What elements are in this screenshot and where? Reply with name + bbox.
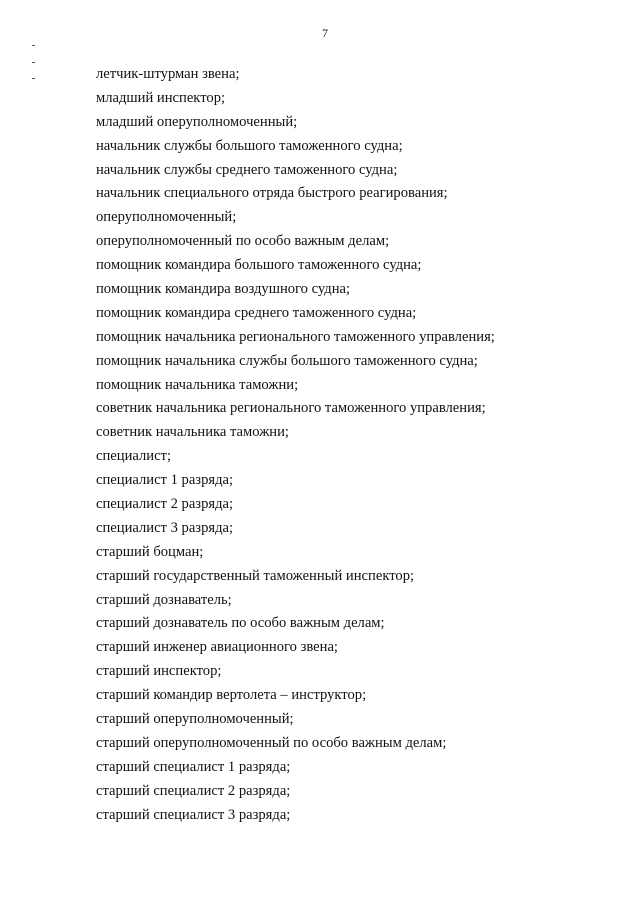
list-item: оперуполномоченный;	[96, 209, 237, 226]
list-item: старший специалист 2 разряда;	[96, 782, 291, 799]
list-item: старший государственный таможенный инспектор;	[96, 567, 415, 584]
list-item: старший боцман;	[96, 543, 204, 560]
list-item: старший специалист 3 разряда;	[96, 806, 291, 823]
list-item: старший инженер авиационного звена;	[96, 639, 338, 656]
list-item: младший оперуполномоченный;	[96, 113, 298, 130]
position-list	[96, 63, 495, 828]
list-item: начальник службы большого таможенного судна;	[96, 137, 403, 154]
list-item: помощник начальника таможни;	[96, 376, 299, 393]
scan-mark	[32, 45, 35, 46]
list-item: оперуполномоченный по особо важным делам;	[96, 233, 390, 250]
list-item: специалист 3 разряда;	[96, 519, 234, 536]
scan-mark	[32, 78, 35, 79]
list-item: помощник начальника службы большого таможенного судна;	[96, 352, 478, 369]
list-item: старший оперуполномоченный;	[96, 711, 294, 728]
list-item: старший оперуполномоченный по особо важным делам;	[96, 734, 447, 751]
list-item: советник начальника регионального таможенного управления;	[96, 400, 486, 417]
list-item: помощник начальника регионального таможенного управления;	[96, 328, 495, 345]
scan-mark	[32, 62, 35, 63]
list-item: начальник специального отряда быстрого реагирования;	[96, 185, 448, 202]
list-item: помощник командира воздушного судна;	[96, 281, 351, 298]
list-item: старший специалист 1 разряда;	[96, 758, 291, 775]
list-item: помощник командира большого таможенного судна;	[96, 257, 422, 274]
list-item: младший инспектор;	[96, 89, 226, 106]
list-item: специалист;	[96, 448, 171, 465]
list-item: специалист 1 разряда;	[96, 472, 234, 489]
list-item: помощник командира среднего таможенного судна;	[96, 304, 417, 321]
list-item: старший инспектор;	[96, 663, 222, 680]
list-item: старший командир вертолета – инструктор;	[96, 687, 367, 704]
list-item: начальник службы среднего таможенного судна;	[96, 161, 398, 178]
list-item: летчик-штурман звена;	[96, 66, 240, 82]
list-item: старший дознаватель;	[96, 591, 232, 608]
list-item: старший дознаватель по особо важным делам;	[96, 615, 385, 632]
list-item: специалист 2 разряда;	[96, 496, 234, 513]
list-item: советник начальника таможни;	[96, 424, 289, 441]
page-number: 7	[322, 26, 328, 40]
